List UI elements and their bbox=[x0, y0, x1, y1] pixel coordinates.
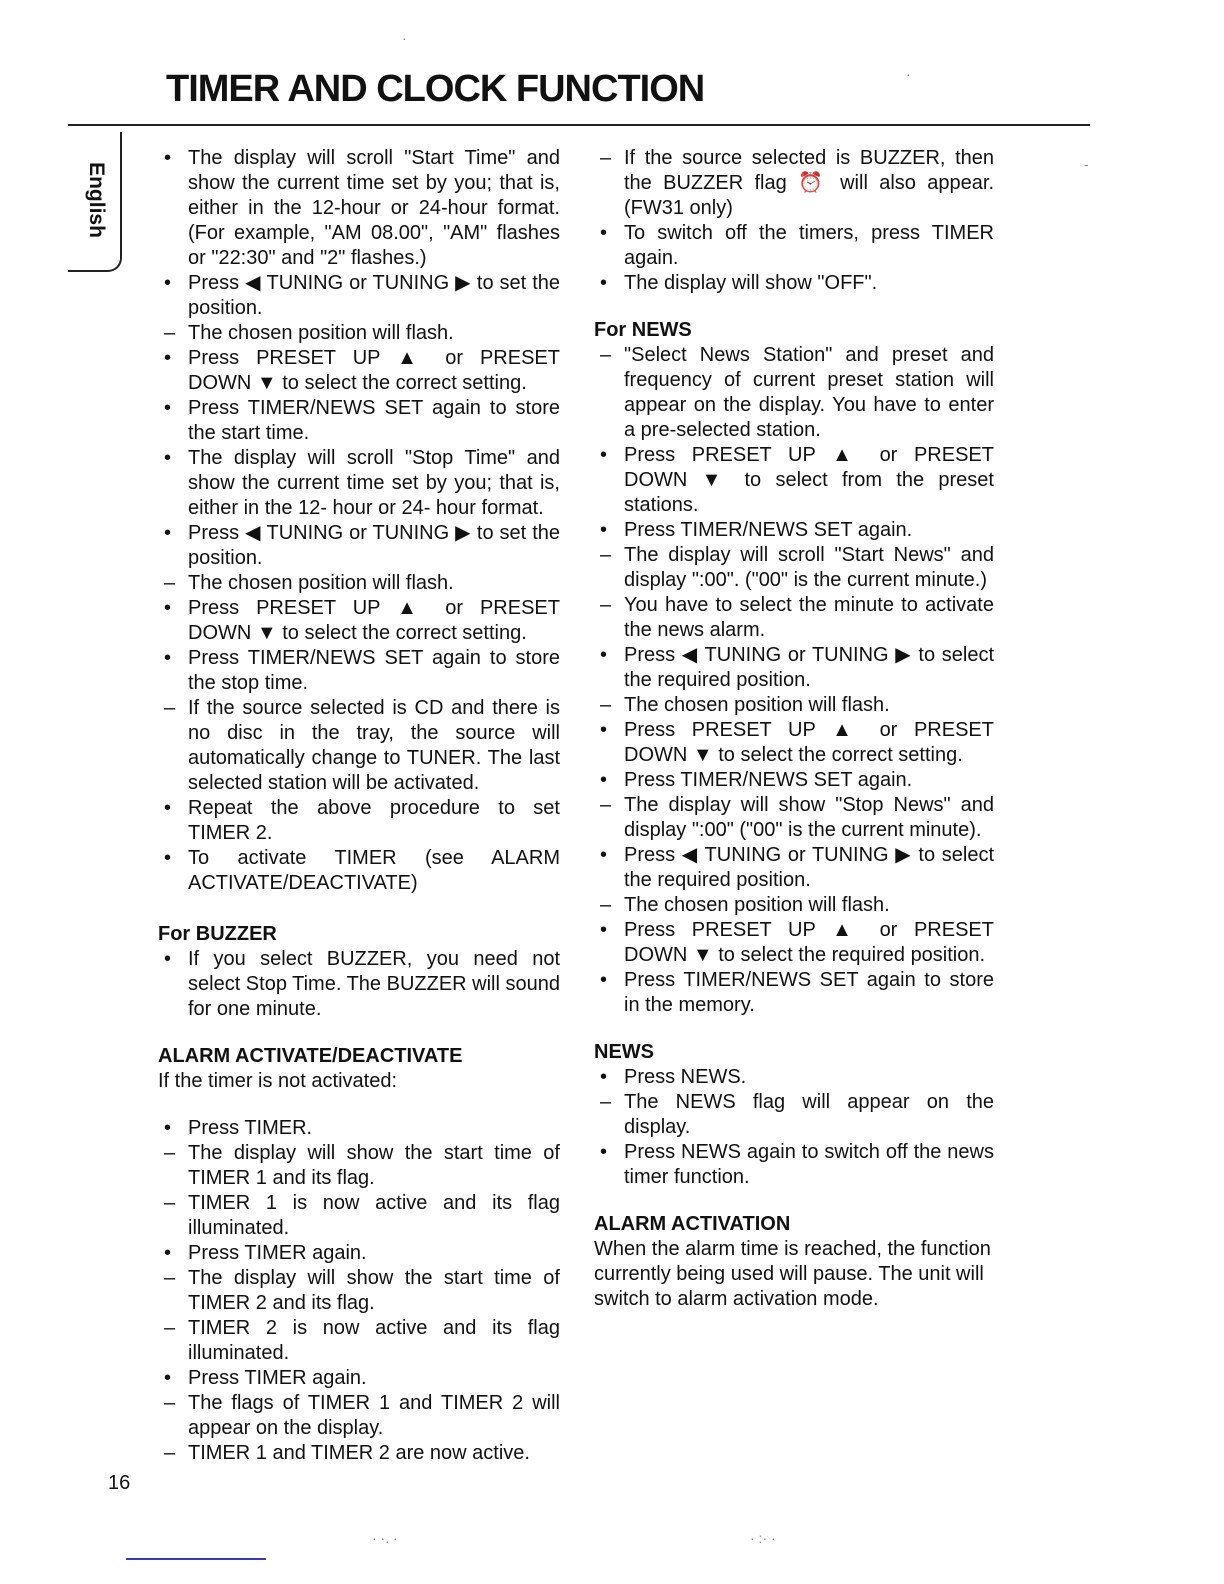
bullet-item bbox=[594, 843, 994, 893]
bullet-icon: • bbox=[164, 1367, 172, 1389]
dash-icon: – bbox=[600, 694, 612, 716]
bullet-icon: • bbox=[600, 272, 608, 294]
dash-icon: – bbox=[164, 1317, 176, 1339]
bullet-item bbox=[594, 443, 994, 518]
item-text: The flags of TIMER 1 and TIMER 2 will appear on the display. bbox=[188, 1392, 560, 1439]
bullet-icon: • bbox=[600, 644, 608, 666]
bullet-item bbox=[594, 221, 994, 271]
page-title: TIMER AND CLOCK FUNCTION bbox=[166, 68, 705, 110]
dash-icon: – bbox=[164, 1267, 176, 1289]
item-text: "Select News Station" and preset and frequency of current preset station will appear on the display. You have to enter a pre-selected station. bbox=[624, 344, 994, 441]
dash-item bbox=[594, 1090, 994, 1140]
bullet-icon: • bbox=[164, 647, 172, 669]
section-heading: NEWS bbox=[594, 1041, 654, 1063]
item-text: Press NEWS again to switch off the news timer function. bbox=[624, 1141, 994, 1188]
bullet-item bbox=[594, 271, 994, 296]
item-text: TIMER 2 is now active and its flag illuminated. bbox=[188, 1317, 560, 1364]
item-text: The chosen position will flash. bbox=[624, 894, 890, 916]
bullet-item bbox=[158, 846, 560, 896]
bullet-item bbox=[158, 346, 560, 396]
item-text: Press TIMER/NEWS SET again to store in the memory. bbox=[624, 969, 994, 1016]
dash-icon: – bbox=[600, 1091, 612, 1113]
bullet-icon: • bbox=[164, 1117, 172, 1139]
dash-icon: – bbox=[164, 322, 176, 344]
dash-item bbox=[594, 593, 994, 643]
item-text: Press TIMER/NEWS SET again to store the start time. bbox=[188, 397, 560, 444]
bullet-item bbox=[158, 947, 560, 1022]
dash-item bbox=[158, 571, 560, 596]
dash-item bbox=[158, 1141, 560, 1191]
bullet-icon: • bbox=[600, 444, 608, 466]
item-text: To activate TIMER (see ALARM ACTIVATE/DEACTIVATE) bbox=[188, 847, 560, 894]
bullet-item bbox=[594, 518, 994, 543]
item-text: If you select BUZZER, you need not select Stop Time. The BUZZER will sound for one minute. bbox=[188, 948, 560, 1020]
item-text: To switch off the timers, press TIMER again. bbox=[624, 222, 994, 269]
item-text: The display will scroll "Start News" and display ":00". ("00" is the current minute.) bbox=[624, 544, 994, 591]
bullet-icon: • bbox=[164, 272, 172, 294]
bullet-icon: • bbox=[600, 719, 608, 741]
dash-icon: – bbox=[600, 344, 612, 366]
bullet-icon: • bbox=[600, 519, 608, 541]
item-text: The NEWS flag will appear on the display. bbox=[624, 1091, 994, 1138]
dash-item bbox=[594, 146, 994, 221]
item-text: The display will show the start time of TIMER 2 and its flag. bbox=[188, 1267, 560, 1314]
title-rule bbox=[68, 124, 1090, 126]
item-text: The chosen position will flash. bbox=[188, 322, 454, 344]
bullet-item bbox=[158, 271, 560, 321]
dash-item bbox=[158, 1316, 560, 1366]
bullet-item bbox=[594, 918, 994, 968]
bullet-icon: • bbox=[164, 147, 172, 169]
scan-speck: · bbox=[906, 66, 911, 82]
spacer bbox=[158, 1022, 560, 1044]
bullet-item bbox=[594, 1140, 994, 1190]
bullet-item bbox=[594, 768, 994, 793]
bullet-item bbox=[158, 646, 560, 696]
left-column bbox=[158, 146, 560, 1466]
section-heading: ALARM ACTIVATE/DEACTIVATE bbox=[158, 1045, 463, 1067]
dash-icon: – bbox=[164, 1392, 176, 1414]
dash-icon: – bbox=[164, 697, 176, 719]
bullet-item bbox=[158, 446, 560, 521]
item-text: Repeat the above procedure to set TIMER 2. bbox=[188, 797, 560, 844]
spacer bbox=[594, 1190, 994, 1212]
item-text: Press NEWS. bbox=[624, 1066, 747, 1088]
bullet-icon: • bbox=[164, 847, 172, 869]
bullet-item bbox=[158, 1366, 560, 1391]
scan-artifact-line bbox=[126, 1558, 266, 1560]
item-text: You have to select the minute to activate the news alarm. bbox=[624, 594, 994, 641]
item-text: The display will scroll "Stop Time" and show the current time set by you; that is, either in the 12- hour or 24- hour format. bbox=[188, 447, 560, 519]
bullet-icon: • bbox=[164, 447, 172, 469]
dash-item bbox=[158, 1266, 560, 1316]
section-heading: For BUZZER bbox=[158, 923, 277, 945]
right-column bbox=[594, 146, 994, 1312]
dash-item bbox=[158, 1391, 560, 1441]
dash-icon: – bbox=[600, 544, 612, 566]
bullet-icon: • bbox=[164, 797, 172, 819]
bullet-icon: • bbox=[600, 1066, 608, 1088]
bullet-item bbox=[594, 968, 994, 1018]
item-text: The display will show "OFF". bbox=[624, 272, 878, 294]
item-text: The chosen position will flash. bbox=[624, 694, 890, 716]
dash-item bbox=[594, 543, 994, 593]
item-text: Press ◀ TUNING or TUNING ▶ to set the position. bbox=[188, 272, 560, 319]
bullet-item bbox=[158, 1241, 560, 1266]
item-text: Press TIMER again. bbox=[188, 1242, 367, 1264]
spacer bbox=[594, 1018, 994, 1040]
bullet-icon: • bbox=[600, 919, 608, 941]
section-heading: ALARM ACTIVATION bbox=[594, 1213, 791, 1235]
bullet-icon: • bbox=[600, 222, 608, 244]
dash-item bbox=[158, 1441, 560, 1466]
bullet-icon: • bbox=[164, 397, 172, 419]
dash-item bbox=[594, 343, 994, 443]
bullet-icon: • bbox=[164, 347, 172, 369]
dash-icon: – bbox=[164, 1192, 176, 1214]
spacer bbox=[158, 896, 560, 922]
dash-icon: – bbox=[600, 894, 612, 916]
bullet-icon: • bbox=[600, 769, 608, 791]
paragraph: If the timer is not activated: bbox=[158, 1070, 397, 1092]
item-text: Press TIMER/NEWS SET again. bbox=[624, 519, 913, 541]
dash-item bbox=[594, 693, 994, 718]
section-heading: For NEWS bbox=[594, 319, 692, 341]
language-tab-label: English bbox=[85, 162, 108, 238]
bullet-item bbox=[158, 796, 560, 846]
scan-speck: - bbox=[1084, 156, 1089, 172]
scan-speck: · ·. · bbox=[372, 1530, 398, 1546]
bullet-item bbox=[158, 396, 560, 446]
bullet-item bbox=[158, 146, 560, 271]
item-text: If the source selected is BUZZER, then the BUZZER flag ⏰ will also appear. (FW31 only) bbox=[624, 147, 994, 219]
bullet-icon: • bbox=[164, 948, 172, 970]
item-text: Press PRESET UP ▲ or PRESET DOWN ▼ to select the correct setting. bbox=[624, 719, 994, 766]
spacer bbox=[158, 1094, 560, 1116]
dash-icon: – bbox=[164, 1442, 176, 1464]
bullet-icon: • bbox=[600, 969, 608, 991]
scan-speck: · bbox=[402, 30, 407, 46]
item-text: The display will show the start time of TIMER 1 and its flag. bbox=[188, 1142, 560, 1189]
page-number: 16 bbox=[108, 1472, 131, 1494]
item-text: Press ◀ TUNING or TUNING ▶ to set the position. bbox=[188, 522, 560, 569]
item-text: TIMER 1 and TIMER 2 are now active. bbox=[188, 1442, 530, 1464]
bullet-item bbox=[158, 521, 560, 571]
item-text: Press PRESET UP ▲ or PRESET DOWN ▼ to select the required position. bbox=[624, 919, 994, 966]
item-text: Press PRESET UP ▲ or PRESET DOWN ▼ to select the correct setting. bbox=[188, 597, 560, 644]
item-text: Press PRESET UP ▲ or PRESET DOWN ▼ to select from the preset stations. bbox=[624, 444, 994, 516]
dash-icon: – bbox=[164, 572, 176, 594]
item-text: Press ◀ TUNING or TUNING ▶ to select the required position. bbox=[624, 844, 994, 891]
item-text: If the source selected is CD and there is no disc in the tray, the source will automatically change to TUNER. The last selected station will be activated. bbox=[188, 697, 560, 794]
bullet-icon: • bbox=[164, 597, 172, 619]
item-text: Press TIMER/NEWS SET again. bbox=[624, 769, 913, 791]
dash-item bbox=[594, 893, 994, 918]
dash-icon: – bbox=[600, 594, 612, 616]
bullet-item bbox=[158, 1116, 560, 1141]
item-text: The display will show "Stop News" and display ":00" ("00" is the current minute). bbox=[624, 794, 994, 841]
bullet-item bbox=[594, 718, 994, 768]
bullet-icon: • bbox=[164, 1242, 172, 1264]
item-text: Press TIMER/NEWS SET again to store the stop time. bbox=[188, 647, 560, 694]
bullet-icon: • bbox=[164, 522, 172, 544]
bullet-icon: • bbox=[600, 1141, 608, 1163]
item-text: Press TIMER. bbox=[188, 1117, 313, 1139]
bullet-item bbox=[594, 643, 994, 693]
item-text: The display will scroll "Start Time" and show the current time set by you; that is, either in the 12-hour or 24-hour format. (For example, "AM 08.00", "AM" flashes or "22:30" and "2" flashes.) bbox=[188, 147, 560, 269]
item-text: Press TIMER again. bbox=[188, 1367, 367, 1389]
dash-icon: – bbox=[600, 147, 612, 169]
bullet-item bbox=[158, 596, 560, 646]
dash-icon: – bbox=[600, 794, 612, 816]
scan-speck: · :· · bbox=[750, 1530, 776, 1546]
item-text: TIMER 1 is now active and its flag illuminated. bbox=[188, 1192, 560, 1239]
item-text: Press PRESET UP ▲ or PRESET DOWN ▼ to select the correct setting. bbox=[188, 347, 560, 394]
dash-item bbox=[158, 696, 560, 796]
dash-item bbox=[158, 321, 560, 346]
dash-icon: – bbox=[164, 1142, 176, 1164]
bullet-item bbox=[594, 1065, 994, 1090]
bullet-icon: • bbox=[600, 844, 608, 866]
item-text: The chosen position will flash. bbox=[188, 572, 454, 594]
dash-item bbox=[158, 1191, 560, 1241]
spacer bbox=[594, 296, 994, 318]
dash-item bbox=[594, 793, 994, 843]
item-text: Press ◀ TUNING or TUNING ▶ to select the required position. bbox=[624, 644, 994, 691]
paragraph: When the alarm time is reached, the function currently being used will pause. The unit will switch to alarm activation mode. bbox=[594, 1238, 991, 1310]
